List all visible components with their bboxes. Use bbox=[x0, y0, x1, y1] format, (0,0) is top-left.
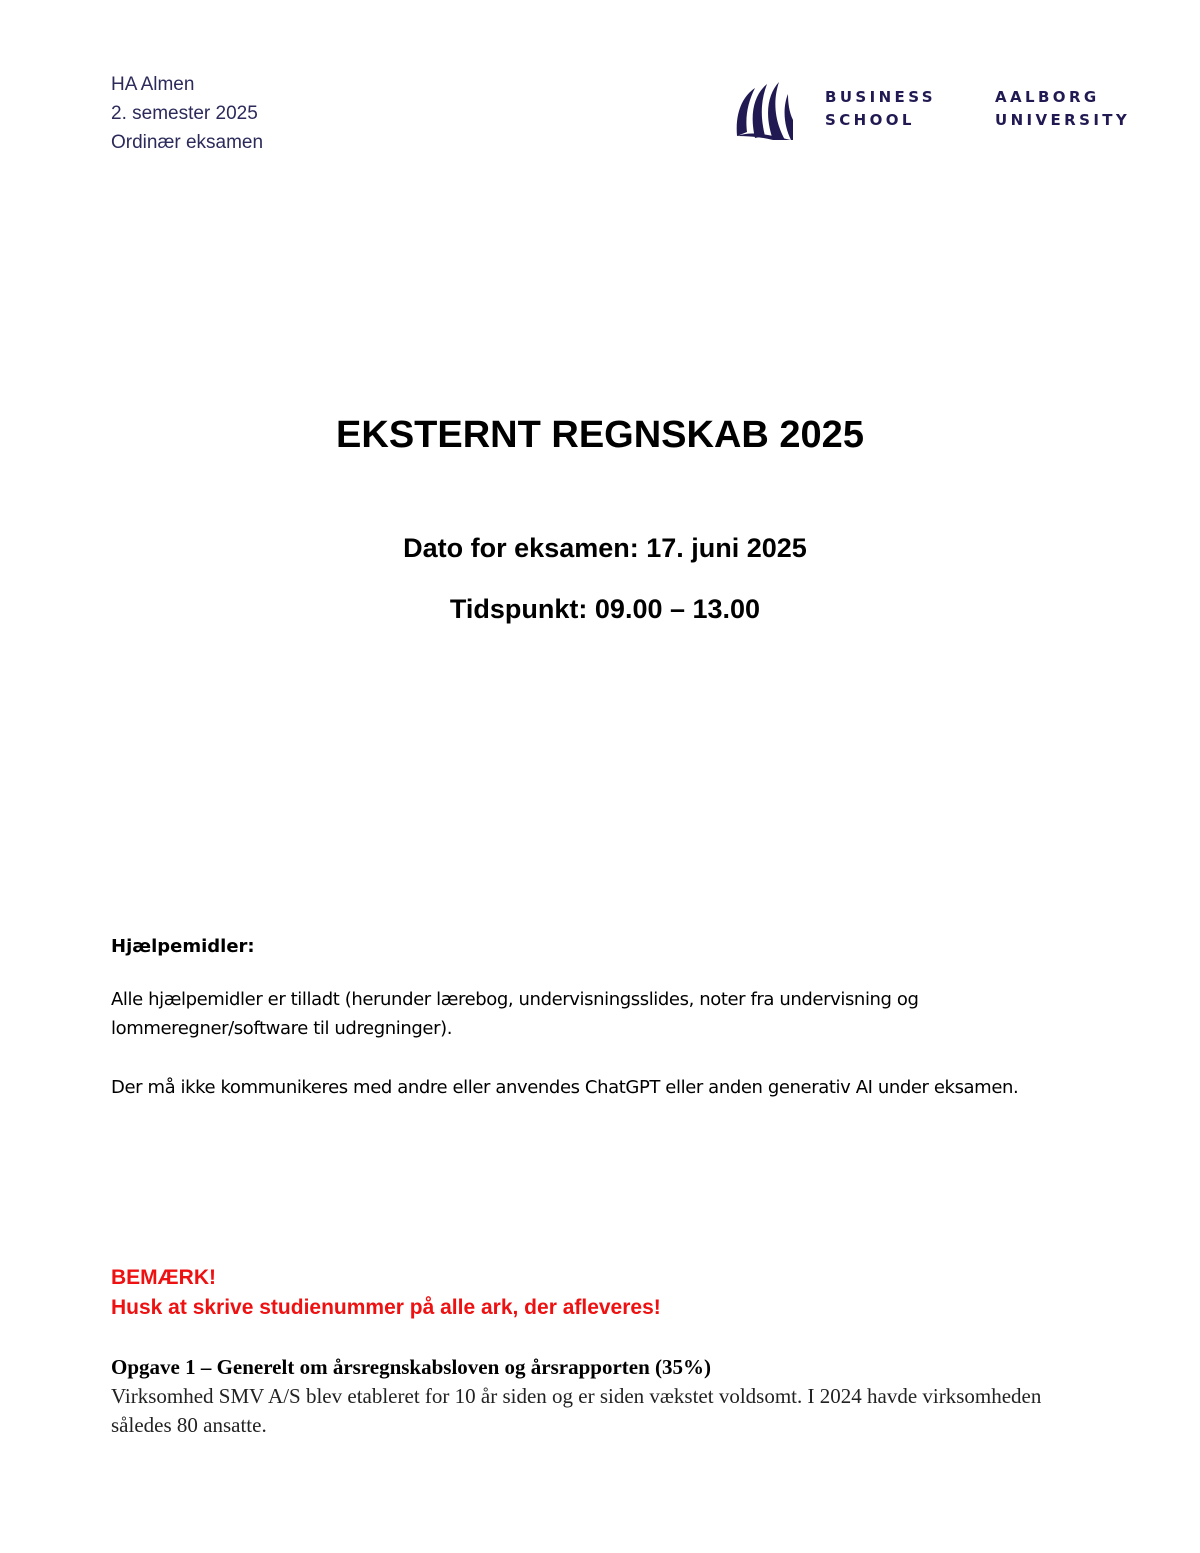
exam-date: Dato for eksamen: 17. juni 2025 bbox=[403, 533, 807, 563]
program-name: HA Almen bbox=[111, 74, 195, 95]
aau-wave-logo-icon bbox=[733, 80, 793, 142]
student-number-notice bbox=[111, 1263, 661, 1323]
aau-business-school-logo bbox=[733, 80, 1133, 144]
task-1-body: Virksomhed SMV A/S blev etableret for 10 år siden og er siden vækstet voldsomt. I 2024 havde virksomheden således 80 ansatte. bbox=[111, 1384, 1042, 1437]
document-header-info bbox=[111, 70, 263, 157]
business-school-wordmark bbox=[825, 86, 936, 132]
notice-heading: BEMÆRK! bbox=[111, 1266, 216, 1289]
aids-paragraph-prohibited: Der må ikke kommunikeres med andre eller anvendes ChatGPT eller anden generativ AI under eksamen. bbox=[111, 1077, 1019, 1098]
aalborg-university-wordmark bbox=[995, 86, 1130, 132]
exam-type-label: Ordinær eksamen bbox=[111, 132, 264, 153]
notice-text: Husk at skrive studienummer på alle ark, der afleveres! bbox=[111, 1296, 661, 1319]
wordmark-aalborg: AALBORG bbox=[995, 88, 1100, 106]
wordmark-school: SCHOOL bbox=[825, 111, 915, 129]
aids-heading: Hjælpemidler: bbox=[111, 936, 255, 957]
wordmark-business: BUSINESS bbox=[825, 88, 936, 106]
aids-paragraph-allowed: Alle hjælpemidler er tilladt (herunder lærebog, undervisningsslides, noter fra undervisning og lommeregner/software til udregninger). bbox=[111, 989, 919, 1039]
exam-title: EKSTERNT REGNSKAB 2025 bbox=[336, 414, 864, 456]
exam-time: Tidspunkt: 09.00 – 13.00 bbox=[449, 594, 761, 624]
semester-label: 2. semester 2025 bbox=[111, 103, 258, 124]
wordmark-university: UNIVERSITY bbox=[995, 111, 1131, 129]
task-1-heading: Opgave 1 – Generelt om årsregnskabsloven og årsrapporten (35%) bbox=[111, 1355, 712, 1379]
